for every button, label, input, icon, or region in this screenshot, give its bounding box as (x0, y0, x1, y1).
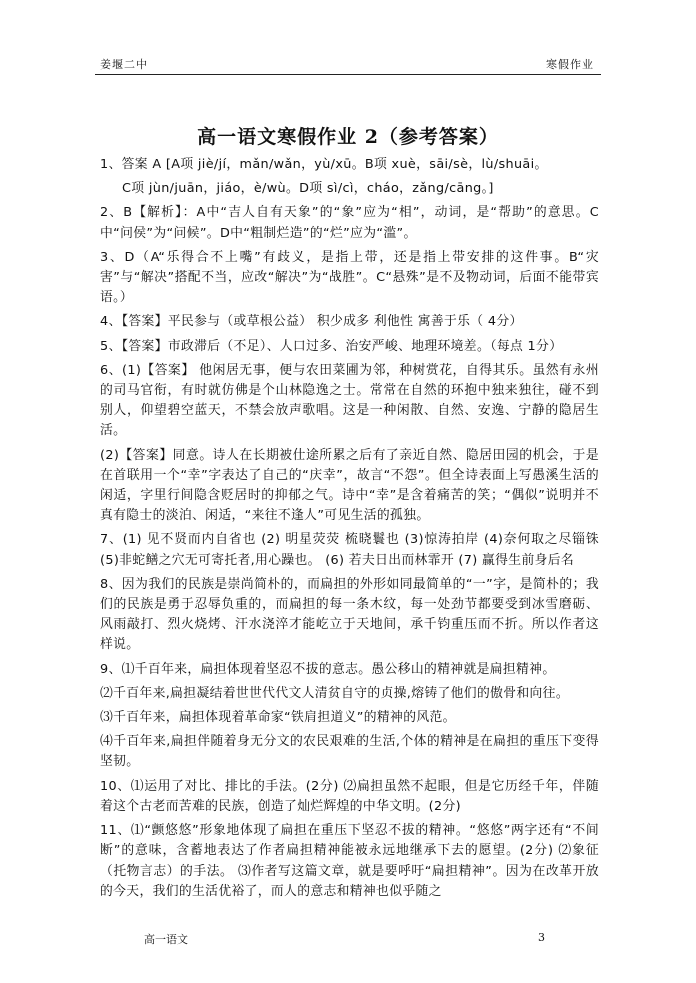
answer-6-2: (2)【答案】同意。诗人在长期被仕途所累之后有了亲近自然、隐居田园的机会，于是在首联用一个“幸”字表达了自己的“庆幸”，故言“不怨”。但全诗表面上写愚溪生活的闲适，字里行间隐含贬居时的抑郁之气。诗中“幸”是含着痛苦的笑；“偶似”说明并不真有隐士的淡泊、闲适，“来往不逢人”可见生活的孤独。 (100, 447, 599, 524)
page-title: 高一语文寒假作业 2（参考答案） (197, 126, 499, 148)
answer-2: 2、B【解析】：A中“吉人自有天象”的“象”应为“相”，动词，是“帮助”的意思。C中“问侯”为“问候”。D中“粗制烂造”的“烂”应为“滥”。 (100, 205, 599, 241)
answer-1a: 1、答案 A [A项 jiè/jí，mǎn/wǎn，yù/xū。B项 xuè，sāi/sè，lù/shuāi。 (100, 157, 548, 172)
answer-3: 3、D（A“乐得合不上嘴”有歧义，是指上带，还是指上带安排的这件事。B“灾害”与“解决”搭配不当，应改“解决”为“战胜”。C“悬殊”是不及物动词，后面不能带宾语。） (100, 249, 599, 306)
answer-8: 8、因为我们的民族是崇尚简朴的，而扁担的外形如同最简单的“一”字，是简朴的；我们的民族是勇于忍辱负重的，而扁担的每一条木纹，每一处劲节都要受到冰雪磨砺、风雨敲打、烈火烧烤、汗水浇淬才能屹立于天地间，承千钧重压而不折。所以作者这样说。 (100, 576, 599, 653)
answer-6-1: 6、(1)【答案】 他闲居无事，便与农田菜圃为邻，种树赏花，自得其乐。虽然有永州的司马官衔，有时就仿佛是个山林隐逸之士。常常在自然的环抱中独来独往，碰不到别人，仰望碧空蓝天，不禁会放声歌唱。这是一种闲散、自然、安逸、宁静的隐居生活。 (100, 362, 599, 439)
header-divider (95, 74, 601, 75)
answer-body (100, 155, 599, 906)
answer-5: 5、【答案】市政滞后（不足）、人口过多、治安严峻、地理环境差。（每点 1分） (100, 338, 563, 354)
footer-subject: 高一语文 (144, 933, 188, 946)
page-number: 3 (538, 931, 545, 944)
answer-1b: C项 jùn/juān，jiáo，è/wù。D项 sì/cì，cháo，zǎng/cāng。] (122, 181, 494, 197)
header-section: 寒假作业 (546, 58, 594, 71)
answer-11: 11、⑴“颤悠悠”形象地体现了扁担在重压下坚忍不拔的精神。“悠悠”两字还有“不间断”的意味，含蓄地表达了作者扁担精神能被永远地继承下去的愿望。(2分) ⑵象征（托物言志）的手法。 ⑶作者写这篇文章，就是要呼吁“扁担精神”。因为在改革开放的今天，我们的生活优裕了，而人的意志和精神也似乎随之 (100, 823, 599, 899)
answer-9-3: ⑶千百年来，扁担体现着革命家“铁肩担道义”的精神的风范。 (100, 710, 456, 726)
header-school: 姜堰二中 (100, 58, 148, 71)
answer-10: 10、⑴运用了对比、排比的手法。(2分) ⑵扁担虽然不起眼，但是它历经千年，伴随着这个古老而苦难的民族，创造了灿烂辉煌的中华文明。(2分) (100, 778, 599, 814)
answer-9-1: 9、⑴千百年来，扁担体现着坚忍不拔的意志。愚公移山的精神就是扁担精神。 (100, 661, 556, 677)
answer-4: 4、【答案】平民参与（或草根公益） 积少成多 利他性 寓善于乐（ 4分） (100, 314, 523, 330)
answer-9-4: ⑷千百年来,扁担伴随着身无分文的农民艰难的生活,个体的精神是在扁担的重压下变得坚韧。 (100, 734, 599, 770)
answer-9-2: ⑵千百年来,扁担凝结着世世代代文人清贫自守的贞操,熔铸了他们的傲骨和向往。 (100, 685, 569, 701)
answer-7: 7、(1) 见不贤而内自省也 (2) 明星荧荧 梳晓鬟也 (3)惊涛拍岸 (4)奈何取之尽锱铢 (5)非蛇鳝之穴无可寄托者,用心躁也。 (6) 若夫日出而林霏开 (7) 赢得生前身后名 (100, 532, 599, 568)
